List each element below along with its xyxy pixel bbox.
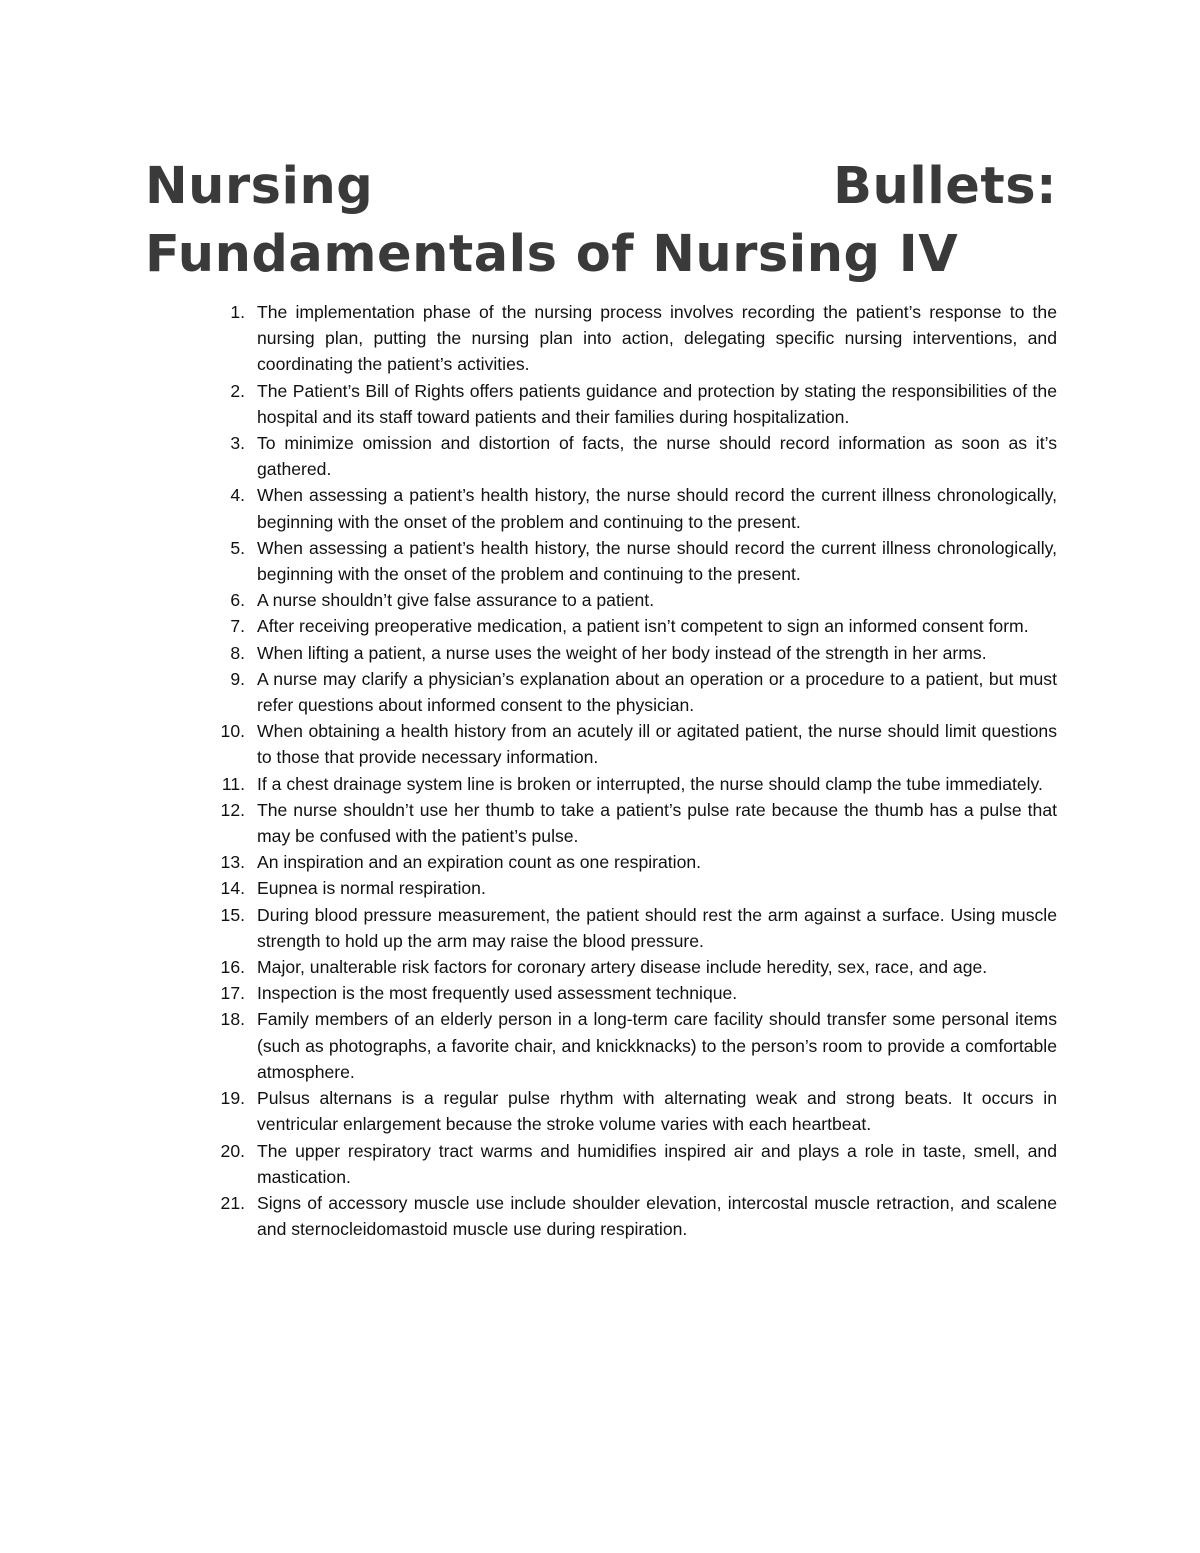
- list-item-text: When assessing a patient’s health history, the nurse should record the current illness chronologically, beginning with the onset of the problem and continuing to the present.: [257, 537, 1057, 585]
- list-item-text: Major, unalterable risk factors for coronary artery disease include heredity, sex, race, and age.: [257, 957, 988, 978]
- list-item: [145, 875, 1057, 901]
- document-page: [145, 155, 1057, 1242]
- list-item-text: To minimize omission and distortion of facts, the nurse should record information as soon as it’s gathered.: [257, 433, 1057, 480]
- list-item-number: 1.: [230, 302, 245, 322]
- list-item-number: 9.: [230, 668, 245, 689]
- list-item: [145, 1085, 1057, 1137]
- list-item: [145, 535, 1057, 587]
- list-item-text: The implementation phase of the nursing process involves recording the patient’s response to the nursing plan, putting the nursing plan into action, delegating specific nursing interventions, and coordinating the patient’s activities.: [257, 302, 1057, 375]
- list-item-number: 10.: [220, 721, 245, 742]
- page-title-line-1: [145, 155, 1057, 219]
- list-item: [145, 1190, 1057, 1242]
- list-item-number: 4.: [230, 485, 245, 506]
- list-item-text: Pulsus alternans is a regular pulse rhythm with alternating weak and strong beats. It occurs in ventricular enlargement because the stroke volume varies with each heartbeat.: [257, 1088, 1057, 1135]
- list-item-number: 19.: [220, 1088, 245, 1109]
- title-word-bullets: Bullets:: [833, 157, 1057, 216]
- list-item: [145, 902, 1057, 954]
- list-item-text: The Patient’s Bill of Rights offers patients guidance and protection by stating the responsibilities of the hospital and its staff toward patients and their families during hospitalization.: [257, 380, 1057, 427]
- list-item: [145, 640, 1057, 666]
- list-item-text: Signs of accessory muscle use include shoulder elevation, intercostal muscle retraction, and scalene and sternocleidomastoid muscle use during respiration.: [257, 1192, 1057, 1240]
- list-item-text: The upper respiratory tract warms and humidifies inspired air and plays a role in taste, smell, and mastication.: [257, 1140, 1057, 1187]
- list-item: [145, 482, 1057, 534]
- list-item-number: 16.: [220, 957, 245, 978]
- list-item-text: The nurse shouldn’t use her thumb to take a patient’s pulse rate because the thumb has a pulse that may be confused with the patient’s pulse.: [257, 799, 1057, 847]
- list-item: [145, 849, 1057, 875]
- list-item-text: Inspection is the most frequently used assessment technique.: [257, 983, 738, 1004]
- list-item: [145, 378, 1057, 430]
- list-item-text: Eupnea is normal respiration.: [257, 878, 486, 899]
- list-item: [145, 980, 1057, 1006]
- list-item-number: 11.: [221, 773, 245, 794]
- list-item-text: After receiving preoperative medication, a patient isn’t competent to sign an informed consent form.: [257, 616, 1029, 637]
- list-item: [145, 718, 1057, 770]
- list-item: [145, 797, 1057, 849]
- list-item-number: 20.: [220, 1140, 245, 1161]
- list-item-number: 8.: [230, 642, 245, 663]
- list-item-number: 5.: [230, 537, 245, 558]
- list-item: [145, 1138, 1057, 1190]
- list-item: [145, 613, 1057, 639]
- list-item: [145, 1006, 1057, 1085]
- list-item-number: 14.: [220, 878, 245, 899]
- list-item-text: When assessing a patient’s health history, the nurse should record the current illness chronologically, beginning with the onset of the problem and continuing to the present.: [257, 485, 1057, 532]
- list-item-text: Family members of an elderly person in a long-term care facility should transfer some personal items (such as photographs, a favorite chair, and knickknacks) to the person’s room to provide a comfortable atmosphere.: [257, 1009, 1057, 1082]
- list-item-text: An inspiration and an expiration count as one respiration.: [257, 852, 702, 873]
- list-item: [145, 299, 1057, 378]
- list-item-number: 18.: [220, 1009, 245, 1030]
- list-item-number: 13.: [220, 852, 245, 873]
- list-item-text: If a chest drainage system line is broken or interrupted, the nurse should clamp the tube immediately.: [257, 773, 1043, 794]
- list-item: [145, 587, 1057, 613]
- list-item-number: 15.: [220, 904, 245, 925]
- list-item-text: When obtaining a health history from an acutely ill or agitated patient, the nurse should limit questions to those that provide necessary information.: [257, 721, 1057, 768]
- list-item-number: 12.: [220, 799, 245, 820]
- page-title-line-2: Fundamentals of Nursing IV: [145, 225, 959, 284]
- list-item-number: 17.: [220, 983, 245, 1004]
- list-item-number: 21.: [220, 1192, 245, 1213]
- list-item-number: 7.: [230, 616, 245, 637]
- list-item-text: When lifting a patient, a nurse uses the weight of her body instead of the strength in her arms.: [257, 642, 987, 663]
- list-item-number: 3.: [230, 433, 245, 454]
- nursing-bullets-list: [145, 299, 1057, 1242]
- list-item: [145, 954, 1057, 980]
- list-item-text: A nurse shouldn’t give false assurance to a patient.: [257, 590, 655, 611]
- list-item-number: 6.: [230, 590, 245, 611]
- list-item: [145, 430, 1057, 482]
- list-item-number: 2.: [230, 380, 245, 401]
- title-word-nursing: Nursing: [145, 157, 374, 216]
- list-item: [145, 666, 1057, 718]
- list-item: [145, 771, 1057, 797]
- list-item-text: During blood pressure measurement, the patient should rest the arm against a surface. Using muscle strength to hold up the arm may raise the blood pressure.: [257, 904, 1057, 951]
- list-item-text: A nurse may clarify a physician’s explanation about an operation or a procedure to a patient, but must refer questions about informed consent to the physician.: [257, 668, 1057, 716]
